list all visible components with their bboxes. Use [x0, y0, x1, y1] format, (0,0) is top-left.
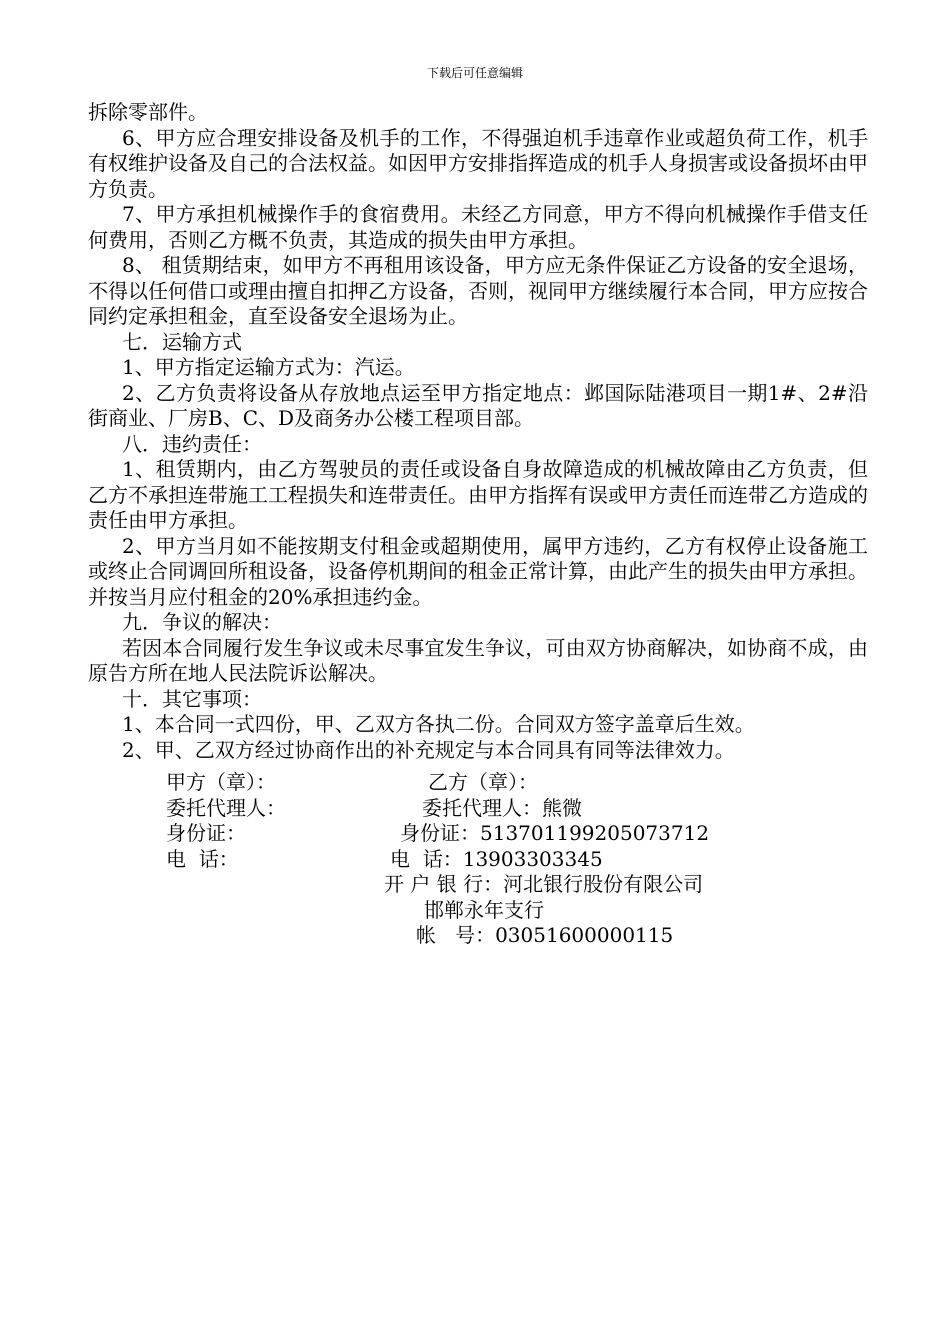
- party-b-bank: 开 户 银 行：河北银行股份有限公司: [384, 872, 704, 896]
- party-a-phone: 电 话：: [166, 847, 239, 871]
- party-a-seal: 甲方（章）：: [166, 770, 276, 794]
- page-header: 下载后可任意编辑: [426, 66, 523, 80]
- party-b-agent: 委托代理人：熊微: [422, 796, 582, 820]
- party-a-agent: 委托代理人：: [166, 796, 286, 820]
- contract-paragraph: 拆除零部件。: [88, 100, 208, 124]
- contract-paragraph: 2、甲、乙双方经过协商作出的补充规定与本合同具有同等法律效力。: [122, 737, 735, 762]
- contract-paragraph: 2、甲方当月如不能按期支付租金或超期使用，属甲方违约，乙方有权停止设备施工或终止合同调回所租设备，设备停机期间的租金正常计算，由此产生的损失由甲方承担。并按当月应付租金的20%承担违约金。: [88, 533, 868, 609]
- contract-paragraph: 1、本合同一式四份，甲、乙双方各执二份。合同双方签字盖章后生效。: [122, 712, 755, 736]
- contract-paragraph: 七．运输方式: [122, 329, 242, 354]
- party-a-id: 身份证：: [166, 821, 246, 845]
- party-b-account: 帐 号：03051600000115: [416, 923, 674, 947]
- contract-paragraph: 十．其它事项：: [122, 686, 262, 711]
- contract-paragraph: 1、租赁期内，由乙方驾驶员的责任或设备自身故障造成的机械故障由乙方负责，但乙方不承担连带施工工程损失和连带责任。由甲方指挥有误或甲方责任而连带乙方造成的责任由甲方承担。: [88, 457, 868, 532]
- party-b-id: 身份证：513701199205073712: [400, 821, 710, 845]
- contract-paragraph: 2、乙方负责将设备从存放地点运至甲方指定地点：邺国际陆港项目一期1#、2#沿街商业、厂房B、C、D及商务办公楼工程项目部。: [88, 380, 868, 430]
- party-b-seal: 乙方（章）：: [428, 770, 538, 794]
- party-b-phone: 电 话：13903303345: [390, 847, 603, 871]
- contract-body: [88, 100, 868, 763]
- contract-paragraph: 若因本合同履行发生争议或未尽事宜发生争议，可由双方协商解决，如协商不成，由原告方所在地人民法院诉讼解决。: [88, 635, 868, 685]
- contract-paragraph: 7、甲方承担机械操作手的食宿费用。未经乙方同意，甲方不得向机械操作手借支任何费用，否则乙方概不负责，其造成的损失由甲方承担。: [88, 202, 868, 252]
- contract-paragraph: 1、甲方指定运输方式为：汽运。: [122, 355, 415, 379]
- contract-paragraph: 8、 租赁期结束，如甲方不再租用该设备，甲方应无条件保证乙方设备的安全退场，不得以任何借口或理由擅自扣押乙方设备，否则，视同甲方继续履行本合同，甲方应按合同约定承担租金，直至设备安全退场为止。: [88, 253, 868, 328]
- contract-paragraph: 八．违约责任：: [122, 431, 262, 456]
- contract-paragraph: 九．争议的解决：: [122, 610, 282, 634]
- party-b-bank-branch: 邯郸永年支行: [424, 898, 544, 922]
- contract-paragraph: 6、甲方应合理安排设备及机手的工作，不得强迫机手违章作业或超负荷工作，机手有权维护设备及自己的合法权益。如因甲方安排指挥造成的机手人身损害或设备损坏由甲方负责。: [88, 125, 868, 201]
